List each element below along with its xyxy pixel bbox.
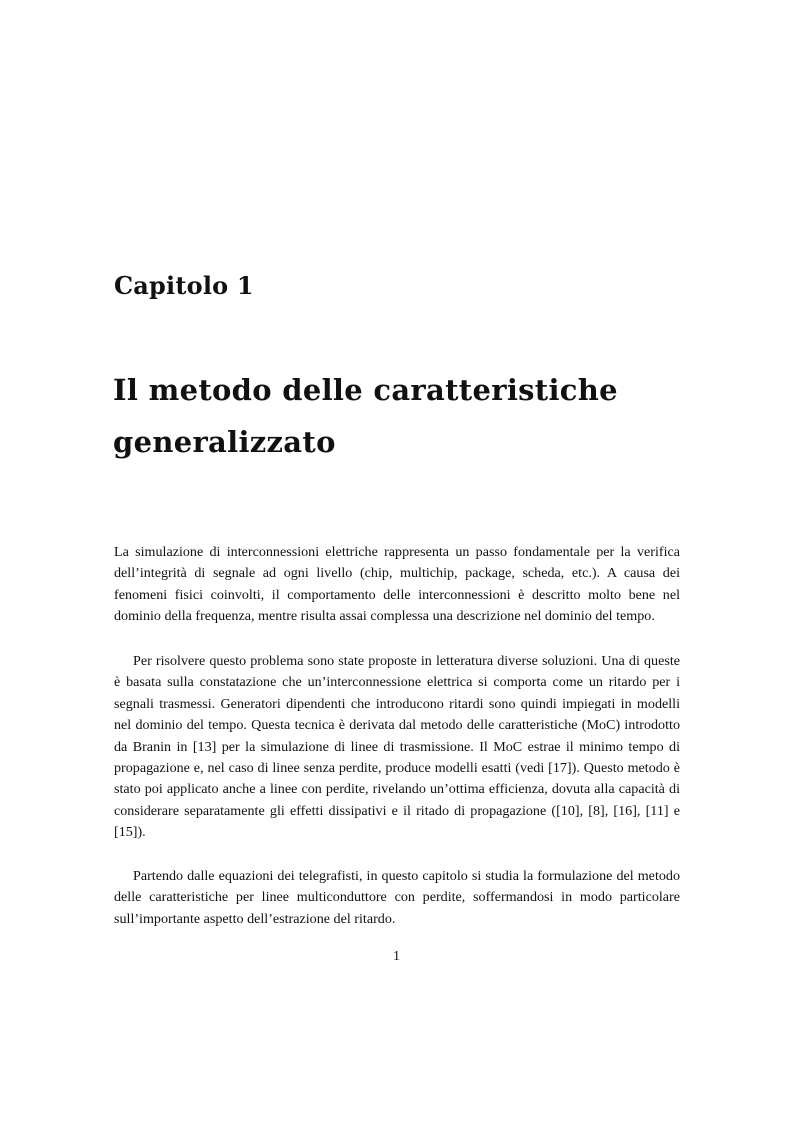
paragraph-solutions: Per risolvere questo problema sono state proposte in letteratura diverse soluzioni. Una di queste è basata sulla constatazione che un’interconnessione elettrica si comporta come un ritardo per i segnali trasmessi. Generatori dipendenti che introducono ritardi sono quindi impiegati in modelli nel dominio del tempo. Questa tecnica è derivata dal metodo delle caratteristiche (MoC) introdotto da Branin in [13] per la simulazione di linee di trasmissione. Il MoC estrae il minimo tempo di propagazione e, nel caso di linee senza perdite, produce modelli esatti (vedi [17]). Questo metodo è stato poi applicato anche a linee con perdite, rivelando un’ottima efficienza, dovuta alla capacità di considerare separatamente gli effetti dissipativi e il ritado di propagazione ([10], [8], [16], [11] e [15]).	[114, 653, 680, 841]
page-number: 1	[393, 949, 400, 964]
paragraph-chapter-outline: Partendo dalle equazioni dei telegrafisti, in questo capitolo si studia la formulazione del metodo delle caratteristiche per linee multiconduttore con perdite, soffermandosi in modo particolare sull’importante aspetto dell’estrazione del ritardo.	[114, 868, 680, 927]
paragraph-intro: La simulazione di interconnessioni elettriche rappresenta un passo fondamentale per la verifica dell’integrità di segnale ad ogni livello (chip, multichip, package, scheda, etc.). A causa dei fenomeni fisici coinvolti, il comportamento delle interconnessioni è descritto molto bene nel dominio della frequenza, mentre risulta assai complessa una descrizione nel dominio del tempo.	[114, 544, 680, 625]
chapter-label: Capitolo 1	[114, 271, 254, 300]
chapter-title: Il metodo delle caratteristiche generalizzato	[113, 373, 618, 459]
